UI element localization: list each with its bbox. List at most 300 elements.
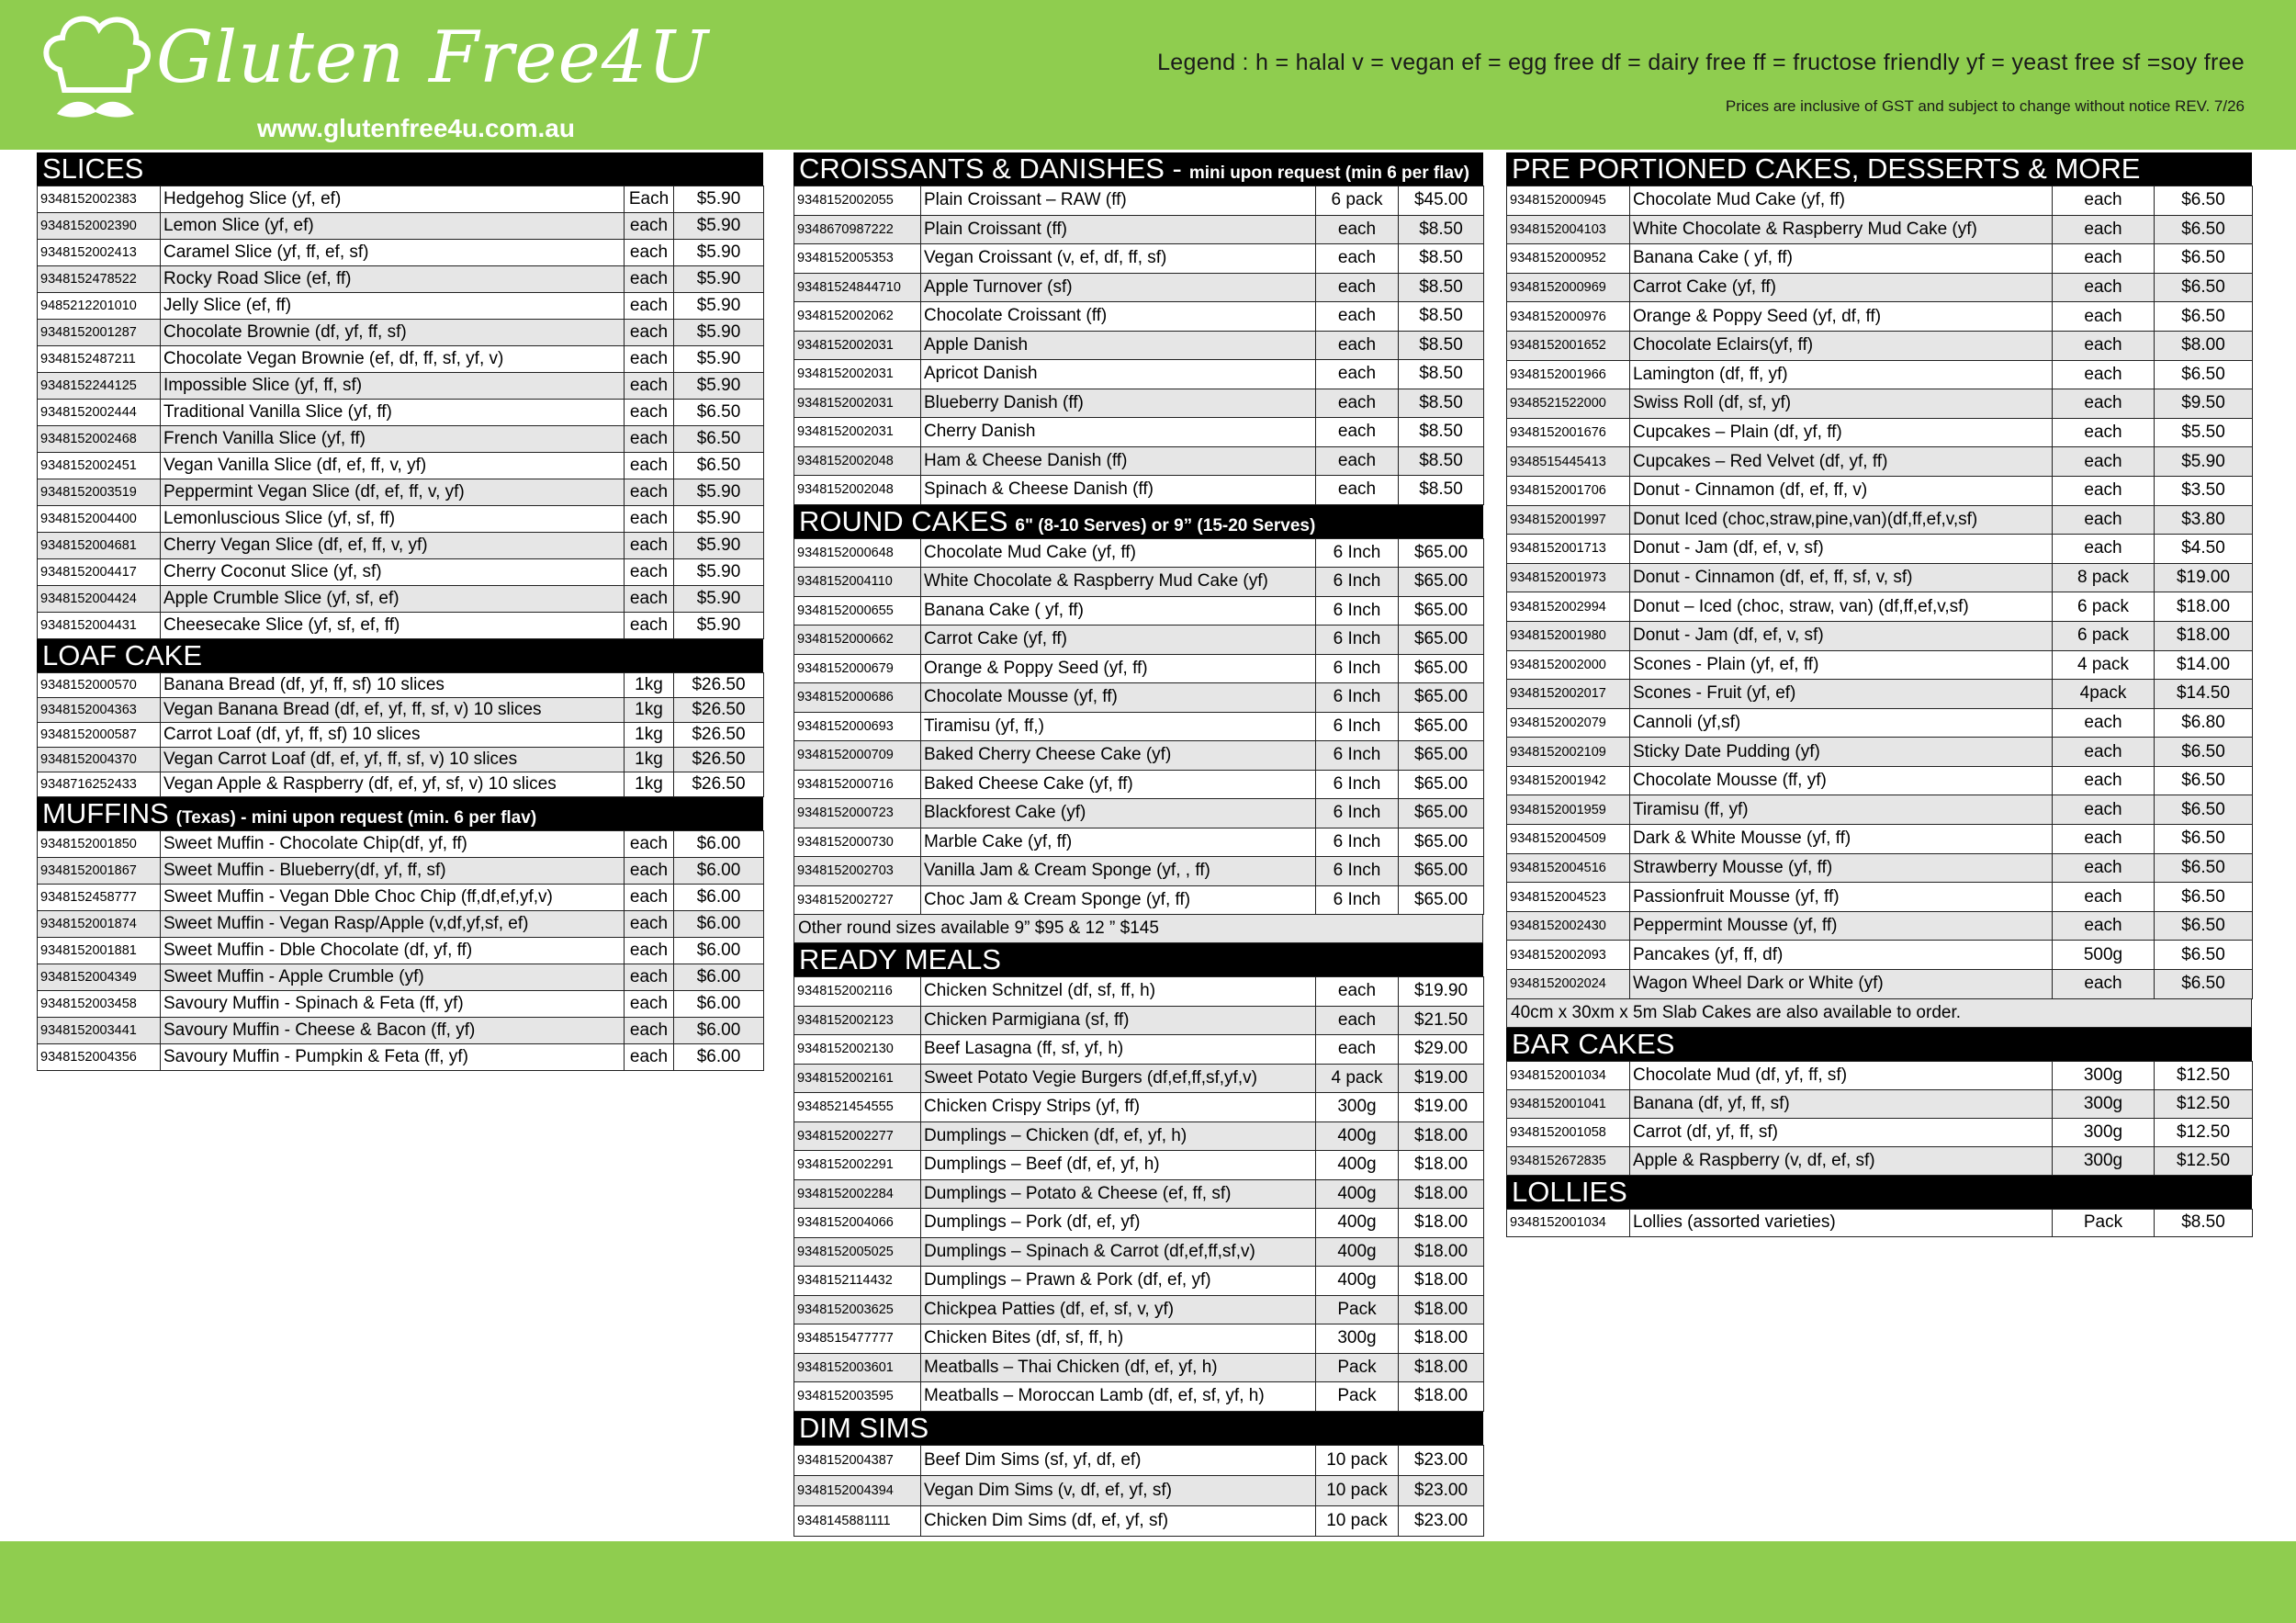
item-price: $65.00	[1399, 596, 1484, 626]
item-unit: 6 Inch	[1316, 857, 1399, 886]
item-name: Scones - Fruit (yf, ef)	[1630, 680, 2053, 709]
table-row	[794, 244, 1484, 274]
table-row	[1507, 825, 2253, 854]
item-code: 9348152487211	[38, 346, 161, 373]
item-unit: Pack	[1316, 1353, 1399, 1382]
item-unit: 6 pack	[2053, 592, 2155, 622]
item-name: Marble Cake (yf, ff)	[921, 828, 1316, 857]
item-name: Chicken Parmigiana (sf, ff)	[921, 1006, 1316, 1035]
prices-note: Prices are inclusive of GST and subject to change without notice REV. 7/26	[1725, 97, 2245, 115]
item-code: 9348152004431	[38, 613, 161, 639]
table-row	[794, 538, 1484, 568]
item-code: 9348152002430	[1507, 911, 1630, 941]
section-subtitle: mini upon request (min 6 per flav)	[1188, 163, 1469, 183]
item-unit: 8 pack	[2053, 563, 2155, 592]
item-code: 9348152000662	[794, 626, 921, 655]
column-right	[1506, 152, 2252, 1237]
item-unit: each	[625, 400, 674, 426]
section-title	[793, 505, 1483, 538]
item-code: 9348152001867	[38, 858, 161, 885]
table-row	[794, 1324, 1484, 1354]
section-title-text: BAR CAKES	[1512, 1027, 1675, 1060]
item-code: 9348152003441	[38, 1018, 161, 1044]
item-unit: 400g	[1316, 1179, 1399, 1209]
item-code: 9348152001959	[1507, 795, 1630, 825]
section-muffins	[37, 797, 763, 1071]
item-unit: each	[2053, 476, 2155, 505]
table-row	[1507, 1089, 2253, 1118]
item-unit: 10 pack	[1316, 1445, 1399, 1475]
item-price: $6.00	[674, 938, 764, 964]
item-name: Savoury Muffin - Spinach & Feta (ff, yf)	[161, 991, 625, 1018]
item-unit: each	[1316, 302, 1399, 332]
table-row	[1507, 563, 2253, 592]
item-price: $5.90	[674, 613, 764, 639]
table-row	[794, 596, 1484, 626]
item-price: $5.90	[674, 533, 764, 559]
item-code: 9348152002291	[794, 1151, 921, 1180]
item-unit: 300g	[2053, 1146, 2155, 1175]
table-row	[794, 1353, 1484, 1382]
table-row	[1507, 708, 2253, 738]
item-unit: each	[1316, 418, 1399, 447]
item-code: 9348152244125	[38, 373, 161, 400]
item-name: Beef Lasagna (ff, sf, yf, h)	[921, 1035, 1316, 1065]
item-code: 9348152004394	[794, 1475, 921, 1505]
item-price: $18.00	[2155, 621, 2253, 650]
item-price: $8.50	[1399, 389, 1484, 418]
item-unit: each	[625, 831, 674, 858]
item-name: Dumplings – Chicken (df, ef, yf, h)	[921, 1121, 1316, 1151]
item-price: $3.80	[2155, 505, 2253, 535]
item-code: 9348152004103	[1507, 215, 1630, 244]
item-name: Pancakes (yf, ff, df)	[1630, 941, 2053, 970]
item-price: $5.90	[674, 506, 764, 533]
item-price: $19.00	[1399, 1064, 1484, 1093]
table-row	[794, 186, 1484, 216]
table-row	[1507, 883, 2253, 912]
item-name: Apricot Danish	[921, 360, 1316, 389]
item-price: $6.00	[674, 991, 764, 1018]
item-unit: each	[625, 613, 674, 639]
item-name: Banana Cake ( yf, ff)	[1630, 244, 2053, 274]
item-code: 9348152458777	[38, 885, 161, 911]
item-name: Dumplings – Potato & Cheese (ef, ff, sf)	[921, 1179, 1316, 1209]
item-unit: 300g	[1316, 1324, 1399, 1354]
item-name: Scones - Plain (yf, ef, ff)	[1630, 650, 2053, 680]
item-price: $14.50	[2155, 680, 2253, 709]
item-code: 9348152001034	[1507, 1061, 1630, 1089]
item-price: $18.00	[1399, 1179, 1484, 1209]
item-name: Peppermint Mousse (yf, ff)	[1630, 911, 2053, 941]
item-name: Meatballs – Moroccan Lamb (df, ef, sf, yf, h)	[921, 1382, 1316, 1412]
item-code: 9348152002093	[1507, 941, 1630, 970]
column-left	[37, 152, 763, 1071]
item-code: 9348152001980	[1507, 621, 1630, 650]
item-code: 9348152000976	[1507, 302, 1630, 332]
table-row	[794, 418, 1484, 447]
item-unit: each	[2053, 911, 2155, 941]
item-code: 9348152000716	[794, 770, 921, 799]
item-unit: Each	[625, 186, 674, 213]
section-title-text: SLICES	[42, 152, 144, 185]
item-code: 9348152003595	[794, 1382, 921, 1412]
table-row	[794, 446, 1484, 476]
item-unit: each	[1316, 977, 1399, 1007]
item-code: 9348152005025	[794, 1237, 921, 1267]
item-name: Ham & Cheese Danish (ff)	[921, 446, 1316, 476]
item-unit: 6 pack	[2053, 621, 2155, 650]
item-price: $14.00	[2155, 650, 2253, 680]
section-title-text: LOLLIES	[1512, 1175, 1627, 1208]
item-code: 9348152002031	[794, 360, 921, 389]
item-price: $65.00	[1399, 683, 1484, 713]
item-code: 9348152002017	[1507, 680, 1630, 709]
item-price: $5.50	[2155, 418, 2253, 447]
item-name: French Vanilla Slice (yf, ff)	[161, 426, 625, 453]
item-price: $6.00	[674, 831, 764, 858]
item-code: 9348152002031	[794, 418, 921, 447]
table-row	[1507, 535, 2253, 564]
item-unit: each	[2053, 505, 2155, 535]
table-row	[38, 533, 764, 559]
item-unit: each	[1316, 389, 1399, 418]
table-row	[38, 1018, 764, 1044]
table-row	[38, 346, 764, 373]
item-price: $23.00	[1399, 1475, 1484, 1505]
item-unit: 300g	[2053, 1089, 2155, 1118]
item-price: $6.50	[2155, 360, 2253, 389]
item-price: $3.50	[2155, 476, 2253, 505]
table-row	[794, 1151, 1484, 1180]
item-name: Baked Cheese Cake (yf, ff)	[921, 770, 1316, 799]
table-row	[1507, 418, 2253, 447]
item-unit: 1kg	[625, 772, 674, 797]
table-row	[1507, 1209, 2253, 1236]
item-code: 9348152002123	[794, 1006, 921, 1035]
item-code: 9348152004516	[1507, 853, 1630, 883]
table-row	[38, 240, 764, 266]
item-unit: each	[2053, 244, 2155, 274]
item-name: Tiramisu (ff, yf)	[1630, 795, 2053, 825]
item-name: Savoury Muffin - Pumpkin & Feta (ff, yf)	[161, 1044, 625, 1071]
table-row	[794, 799, 1484, 828]
item-price: $5.90	[674, 240, 764, 266]
item-price: $6.50	[2155, 766, 2253, 795]
item-unit: 6 pack	[1316, 186, 1399, 216]
item-name: Plain Croissant – RAW (ff)	[921, 186, 1316, 216]
item-code: 9348515445413	[1507, 447, 1630, 477]
table-row	[38, 479, 764, 506]
table-row	[38, 320, 764, 346]
item-code: 9348152001676	[1507, 418, 1630, 447]
item-code: 9348152001058	[1507, 1118, 1630, 1146]
table-row	[38, 293, 764, 320]
item-name: Blackforest Cake (yf)	[921, 799, 1316, 828]
item-unit: each	[2053, 273, 2155, 302]
section-title-text: ROUND CAKES	[799, 504, 1008, 537]
item-unit: 6 Inch	[1316, 568, 1399, 597]
section-lollies	[1506, 1176, 2252, 1237]
item-price: $4.50	[2155, 535, 2253, 564]
item-price: $6.50	[2155, 853, 2253, 883]
table-row	[794, 273, 1484, 302]
item-name: Chocolate Vegan Brownie (ef, df, ff, sf, yf, v)	[161, 346, 625, 373]
table-row	[38, 373, 764, 400]
item-name: White Chocolate & Raspberry Mud Cake (yf)	[1630, 215, 2053, 244]
item-price: $6.50	[2155, 941, 2253, 970]
item-price: $12.50	[2155, 1061, 2253, 1089]
item-code: 9348152672835	[1507, 1146, 1630, 1175]
item-name: Carrot Cake (yf, ff)	[1630, 273, 2053, 302]
item-price: $26.50	[674, 698, 764, 723]
item-unit: each	[625, 373, 674, 400]
item-unit: 300g	[1316, 1093, 1399, 1122]
item-name: Sweet Potato Vegie Burgers (df,ef,ff,sf,yf,v)	[921, 1064, 1316, 1093]
section-title-text: PRE PORTIONED CAKES, DESSERTS & MORE	[1512, 152, 2141, 185]
item-code: 9348152004356	[38, 1044, 161, 1071]
item-code: 9348152002383	[38, 186, 161, 213]
item-name: Carrot Cake (yf, ff)	[921, 626, 1316, 655]
item-name: Passionfruit Mousse (yf, ff)	[1630, 883, 2053, 912]
table-row	[1507, 592, 2253, 622]
section-title	[793, 1412, 1483, 1445]
item-code: 93481524844710	[794, 273, 921, 302]
brand-logo	[37, 6, 710, 143]
item-code: 9348152001652	[1507, 331, 1630, 360]
item-code: 9348152004066	[794, 1209, 921, 1238]
item-unit: 400g	[1316, 1267, 1399, 1296]
table-row	[38, 723, 764, 748]
item-code: 9348152000945	[1507, 186, 1630, 216]
item-code: 9348152002161	[794, 1064, 921, 1093]
item-unit: each	[1316, 446, 1399, 476]
section-loaf	[37, 639, 763, 797]
item-code: 9348521454555	[794, 1093, 921, 1122]
item-price: $65.00	[1399, 712, 1484, 741]
item-name: Chocolate Croissant (ff)	[921, 302, 1316, 332]
item-unit: 500g	[2053, 941, 2155, 970]
table-row	[38, 186, 764, 213]
item-price: $6.00	[674, 1044, 764, 1071]
column-middle	[793, 152, 1483, 1537]
item-name: Apple Danish	[921, 331, 1316, 360]
item-unit: each	[2053, 360, 2155, 389]
item-unit: 300g	[2053, 1061, 2155, 1089]
item-code: 9348152002703	[794, 857, 921, 886]
item-unit: 4 pack	[1316, 1064, 1399, 1093]
item-unit: Pack	[2053, 1209, 2155, 1236]
item-name: Cherry Danish	[921, 418, 1316, 447]
table-row	[1507, 505, 2253, 535]
item-unit: 6 Inch	[1316, 626, 1399, 655]
item-price: $6.50	[2155, 215, 2253, 244]
item-price: $23.00	[1399, 1445, 1484, 1475]
item-price: $12.50	[2155, 1118, 2253, 1146]
item-name: Chocolate Mousse (ff, yf)	[1630, 766, 2053, 795]
item-price: $65.00	[1399, 770, 1484, 799]
table-row	[794, 360, 1484, 389]
item-code: 9348152002284	[794, 1179, 921, 1209]
item-code: 9348152004349	[38, 964, 161, 991]
table-row	[1507, 738, 2253, 767]
item-name: Banana Bread (df, yf, ff, sf) 10 slices	[161, 673, 625, 698]
table-row	[38, 991, 764, 1018]
item-code: 9348152001874	[38, 911, 161, 938]
item-unit: 1kg	[625, 698, 674, 723]
item-price: $6.50	[674, 426, 764, 453]
table-row	[1507, 941, 2253, 970]
item-unit: 6 Inch	[1316, 885, 1399, 915]
item-code: 9348152003458	[38, 991, 161, 1018]
table-row	[38, 1044, 764, 1071]
item-code: 9348152002079	[1507, 708, 1630, 738]
section-subtitle: (Texas) - mini upon request (min. 6 per flav)	[175, 808, 537, 828]
item-price: $6.00	[674, 885, 764, 911]
table-row	[1507, 302, 2253, 332]
item-unit: each	[625, 858, 674, 885]
item-price: $8.50	[1399, 302, 1484, 332]
item-unit: each	[625, 938, 674, 964]
item-price: $8.50	[1399, 476, 1484, 505]
item-name: Carrot (df, yf, ff, sf)	[1630, 1118, 2053, 1146]
item-code: 9348152003519	[38, 479, 161, 506]
item-code: 9348152004387	[794, 1445, 921, 1475]
item-name: Apple Turnover (sf)	[921, 273, 1316, 302]
item-price: $6.00	[674, 1018, 764, 1044]
table-row	[38, 831, 764, 858]
item-name: Chocolate Brownie (df, yf, ff, sf)	[161, 320, 625, 346]
item-name: Hedgehog Slice (yf, ef)	[161, 186, 625, 213]
item-name: Orange & Poppy Seed (yf, df, ff)	[1630, 302, 2053, 332]
table-row	[794, 857, 1484, 886]
section-subtitle: 6" (8-10 Serves) or 9” (15-20 Serves)	[1015, 515, 1316, 535]
table-row	[1507, 970, 2253, 999]
chef-hat-mustache-icon	[37, 6, 156, 134]
section-title-text: MUFFINS	[42, 797, 169, 829]
item-code: 9348152001034	[1507, 1209, 1630, 1236]
item-name: Dumplings – Pork (df, ef, yf)	[921, 1209, 1316, 1238]
table-row	[794, 1505, 1484, 1536]
table-row	[794, 1237, 1484, 1267]
item-unit: each	[625, 240, 674, 266]
item-name: Plain Croissant (ff)	[921, 215, 1316, 244]
item-code: 9348152003601	[794, 1353, 921, 1382]
item-unit: each	[1316, 331, 1399, 360]
item-price: $65.00	[1399, 885, 1484, 915]
table-row	[1507, 853, 2253, 883]
item-code: 9348152002048	[794, 446, 921, 476]
item-name: Sweet Muffin - Vegan Dble Choc Chip (ff,df,ef,yf,v)	[161, 885, 625, 911]
items-table	[793, 538, 1484, 916]
item-unit: 1kg	[625, 748, 674, 772]
table-row	[1507, 911, 2253, 941]
item-name: Chocolate Mud (df, yf, ff, sf)	[1630, 1061, 2053, 1089]
item-price: $12.50	[2155, 1146, 2253, 1175]
table-row	[794, 1179, 1484, 1209]
bottom-banner	[0, 1541, 2296, 1623]
item-unit: each	[1316, 215, 1399, 244]
item-code: 9348152001966	[1507, 360, 1630, 389]
item-unit: each	[2053, 708, 2155, 738]
section-slices	[37, 152, 763, 639]
item-code: 9348152002031	[794, 331, 921, 360]
table-row	[794, 626, 1484, 655]
item-price: $19.00	[2155, 563, 2253, 592]
item-name: Vegan Croissant (v, ef, df, ff, sf)	[921, 244, 1316, 274]
item-name: Chickpea Patties (df, ef, sf, v, yf)	[921, 1295, 1316, 1324]
item-name: Sweet Muffin - Apple Crumble (yf)	[161, 964, 625, 991]
table-row	[794, 712, 1484, 741]
item-name: Choc Jam & Cream Sponge (yf, ff)	[921, 885, 1316, 915]
item-code: 9348152000969	[1507, 273, 1630, 302]
item-unit: each	[625, 213, 674, 240]
item-name: Peppermint Vegan Slice (df, ef, ff, v, yf)	[161, 479, 625, 506]
table-row	[1507, 360, 2253, 389]
item-price: $6.50	[2155, 244, 2253, 274]
section-title-text: DIM SIMS	[799, 1411, 929, 1444]
table-row	[794, 568, 1484, 597]
brand-url[interactable]	[257, 114, 575, 143]
item-code: 9348152001850	[38, 831, 161, 858]
item-name: Dumplings – Spinach & Carrot (df,ef,ff,sf,v)	[921, 1237, 1316, 1267]
item-code: 9348152002390	[38, 213, 161, 240]
item-name: Chocolate Eclairs(yf, ff)	[1630, 331, 2053, 360]
item-unit: each	[1316, 244, 1399, 274]
item-price: $8.50	[1399, 244, 1484, 274]
item-name: Sweet Muffin - Blueberry(df, yf, ff, sf)	[161, 858, 625, 885]
item-unit: each	[2053, 766, 2155, 795]
item-price: $18.00	[2155, 592, 2253, 622]
item-code: 9348152001973	[1507, 563, 1630, 592]
item-name: Donut - Jam (df, ef, v, sf)	[1630, 621, 2053, 650]
item-price: $18.00	[1399, 1324, 1484, 1354]
table-row	[1507, 1118, 2253, 1146]
table-row	[38, 938, 764, 964]
item-price: $8.50	[1399, 360, 1484, 389]
table-row	[38, 453, 764, 479]
item-name: Vegan Vanilla Slice (df, ef, ff, v, yf)	[161, 453, 625, 479]
table-row	[38, 772, 764, 797]
item-unit: each	[2053, 825, 2155, 854]
item-name: Vegan Apple & Raspberry (df, ef, yf, sf, v) 10 slices	[161, 772, 625, 797]
item-code: 9348152002031	[794, 389, 921, 418]
item-price: $6.80	[2155, 708, 2253, 738]
item-code: 9348670987222	[794, 215, 921, 244]
section-title	[1506, 1176, 2252, 1209]
item-unit: each	[625, 346, 674, 373]
item-unit: 400g	[1316, 1209, 1399, 1238]
item-name: Chicken Bites (df, sf, ff, h)	[921, 1324, 1316, 1354]
item-name: Cherry Coconut Slice (yf, sf)	[161, 559, 625, 586]
table-row	[38, 613, 764, 639]
item-name: Spinach & Cheese Danish (ff)	[921, 476, 1316, 505]
item-name: Dark & White Mousse (yf, ff)	[1630, 825, 2053, 854]
item-unit: each	[625, 1044, 674, 1071]
item-code: 9485212201010	[38, 293, 161, 320]
item-unit: 10 pack	[1316, 1505, 1399, 1536]
item-code: 9348152002000	[1507, 650, 1630, 680]
item-price: $19.90	[1399, 977, 1484, 1007]
item-name: Banana (df, yf, ff, sf)	[1630, 1089, 2053, 1118]
section-bar-cakes	[1506, 1028, 2252, 1176]
section-croissants	[793, 152, 1483, 505]
item-code: 9348152000730	[794, 828, 921, 857]
table-row	[794, 1267, 1484, 1296]
item-name: Donut - Cinnamon (df, ef, ff, sf, v, sf)	[1630, 563, 2053, 592]
section-title-text: READY MEALS	[799, 943, 1001, 975]
item-unit: each	[625, 266, 674, 293]
